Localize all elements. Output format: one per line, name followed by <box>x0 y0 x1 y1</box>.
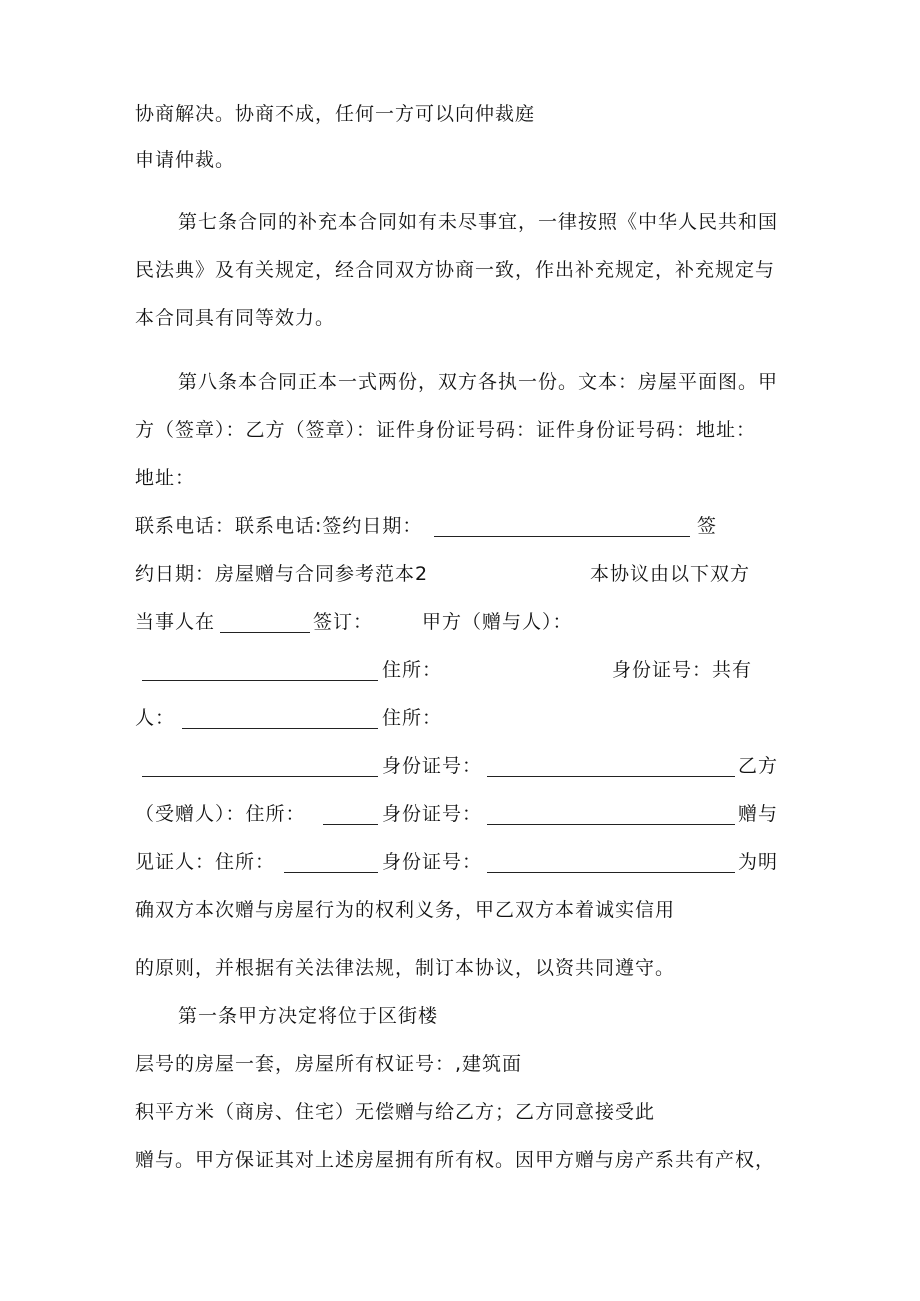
text-line: 本合同具有同等效力。 <box>135 307 336 329</box>
blank-line <box>323 824 378 825</box>
text-line: 方（签章）：乙方（签章）：证件身份证号码：证件身份证号码：地址： <box>135 419 757 441</box>
text-line: 住所： <box>382 707 443 729</box>
blank-line <box>487 776 735 777</box>
text-line: 申请仲裁。 <box>135 149 236 171</box>
text-line: 约日期：房屋赠与合同参考范本2 <box>135 563 429 585</box>
text-line: 身份证号：共有 <box>612 659 753 681</box>
text-line: 第七条合同的补充本合同如有未尽事宜，一律按照《中华人民共和国 <box>178 211 779 233</box>
text-line: 联系电话：联系电话:签约日期： <box>135 515 423 537</box>
text-line: 住所： <box>382 659 443 681</box>
blank-line <box>487 824 735 825</box>
blank-line <box>142 776 378 777</box>
text-line: 赠与 <box>738 803 779 825</box>
blank-line <box>142 680 378 681</box>
text-line: 签 <box>697 515 718 537</box>
text-line: 第一条甲方决定将位于区街楼 <box>178 1005 439 1027</box>
blank-line <box>434 536 690 537</box>
text-line: 见证人：住所： <box>135 851 276 873</box>
blank-line <box>182 728 378 729</box>
blank-line <box>220 632 310 633</box>
text-line: 层号的房屋一套，房屋所有权证号：,建筑面 <box>135 1053 523 1075</box>
text-line: 民法典》及有关规定，经合同双方协商一致，作出补充规定，补充规定与 <box>135 259 776 281</box>
text-line: 积平方米（商房、住宅）无偿赠与给乙方；乙方同意接受此 <box>135 1101 656 1123</box>
text-line: 赠与。甲方保证其对上述房屋拥有所有权。因甲方赠与房产系共有产权， <box>135 1149 776 1171</box>
text-line: 本协议由以下双方 <box>590 563 751 585</box>
blank-line <box>284 872 378 873</box>
text-line: 甲方（赠与人）： <box>422 611 573 633</box>
text-line: 协商解决。协商不成，任何一方可以向仲裁庭 <box>135 103 536 125</box>
text-line: 签订： <box>313 611 374 633</box>
text-line: 为明 <box>738 851 779 873</box>
text-line: （受赠人）：住所： <box>135 803 306 825</box>
text-line: 地址： <box>135 467 196 489</box>
text-line: 当事人在 <box>135 611 216 633</box>
text-line: 乙方 <box>738 755 779 777</box>
text-line: 人： <box>135 707 176 729</box>
text-line: 身份证号： <box>382 755 483 777</box>
text-line: 的原则，并根据有关法律法规，制订本协议，以资共同遵守。 <box>135 957 676 979</box>
text-line: 第八条本合同正本一式两份，双方各执一份。文本：房屋平面图。甲 <box>178 371 779 393</box>
text-line: 身份证号： <box>382 851 483 873</box>
text-line: 身份证号： <box>382 803 483 825</box>
text-line: 确双方本次赠与房屋行为的权利义务，甲乙双方本着诚实信用 <box>135 899 676 921</box>
blank-line <box>487 872 735 873</box>
